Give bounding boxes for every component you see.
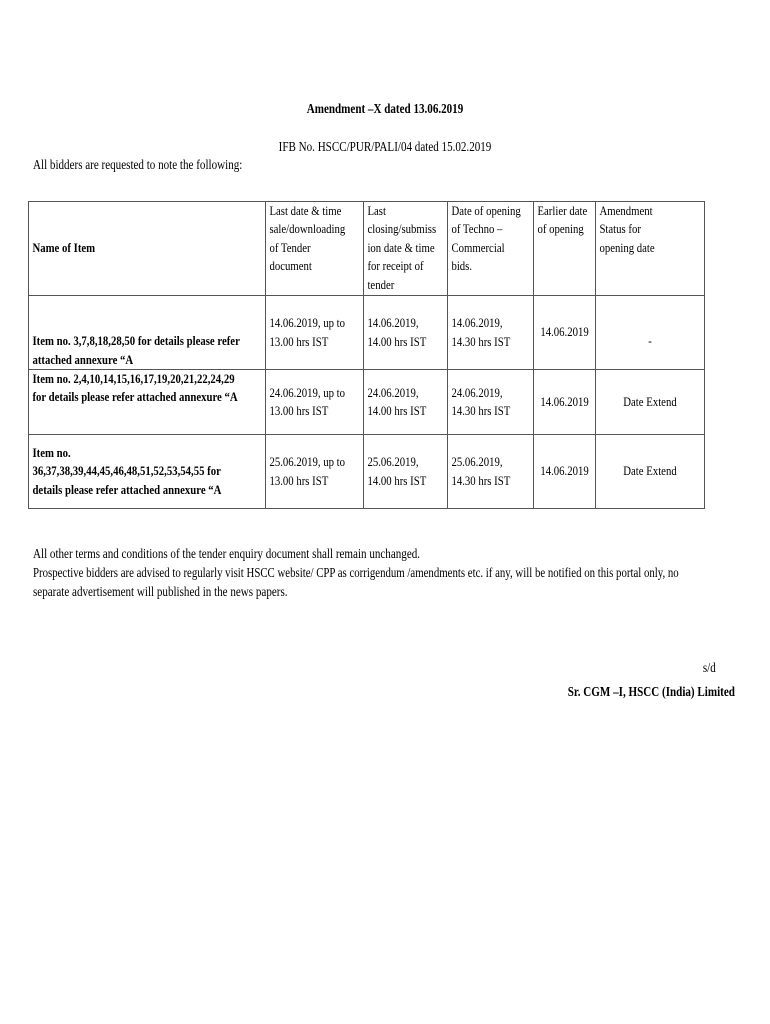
row-earlier: 14.06.2019 — [534, 370, 596, 435]
table-row — [29, 435, 705, 509]
header-last-closing: Last closing/submiss ion date & time for receipt of tender — [364, 202, 448, 296]
row-opening: 24.06.2019, 14.30 hrs IST — [448, 370, 534, 435]
header-amendment: Amendment Status for opening date — [596, 202, 705, 296]
row-sale: 25.06.2019, up to 13.00 hrs IST — [266, 435, 364, 509]
row-opening: 25.06.2019, 14.30 hrs IST — [448, 435, 534, 509]
advice-text-line1: Prospective bidders are advised to regularly visit HSCC website/ CPP as corrigendum /amendments etc. if any, will be notified on this portal only, no — [33, 565, 679, 580]
row-earlier: 14.06.2019 — [534, 435, 596, 509]
row-item: Item no. 2,4,10,14,15,16,17,19,20,21,22,24,29 for details please refer attached annexure “A — [29, 370, 266, 435]
ifb-reference: IFB No. HSCC/PUR/PALI/04 dated 15.02.2019 — [278, 139, 492, 154]
row-item: Item no. 3,7,8,18,28,50 for details please refer attached annexure “A — [29, 296, 266, 370]
row-closing: 24.06.2019, 14.00 hrs IST — [364, 370, 448, 435]
document-title: Amendment –X dated 13.06.2019 — [306, 101, 464, 116]
table-row — [29, 296, 705, 370]
row-sale: 24.06.2019, up to 13.00 hrs IST — [266, 370, 364, 435]
signatory-name: Sr. CGM –I, HSCC (India) Limited — [567, 684, 735, 699]
row-status: Date Extend — [596, 370, 705, 435]
conditions-text: All other terms and conditions of the tender enquiry document shall remain unchanged. — [33, 546, 421, 561]
table-header-row — [29, 202, 705, 296]
row-closing: 25.06.2019, 14.00 hrs IST — [364, 435, 448, 509]
row-status: Date Extend — [596, 435, 705, 509]
row-closing: 14.06.2019, 14.00 hrs IST — [364, 296, 448, 370]
header-earlier: Earlier date of opening — [534, 202, 596, 296]
signature-sd: s/d — [703, 660, 716, 675]
row-earlier: 14.06.2019 — [534, 296, 596, 370]
schedule-table — [28, 201, 705, 509]
row-opening: 14.06.2019, 14.30 hrs IST — [448, 296, 534, 370]
header-opening: Date of opening of Techno – Commercial bids. — [448, 202, 534, 296]
header-name-of-item: Name of Item — [29, 202, 266, 296]
row-item: Item no. 36,37,38,39,44,45,46,48,51,52,53,54,55 for details please refer attached annexure “A — [29, 435, 266, 509]
table-row — [29, 370, 705, 435]
intro-text: All bidders are requested to note the following: — [33, 157, 243, 172]
row-status: - — [596, 296, 705, 370]
header-last-sale: Last date & time sale/downloading of Tender document — [266, 202, 364, 296]
row-sale: 14.06.2019, up to 13.00 hrs IST — [266, 296, 364, 370]
advice-text-line2: separate advertisement will published in the news papers. — [33, 584, 288, 599]
